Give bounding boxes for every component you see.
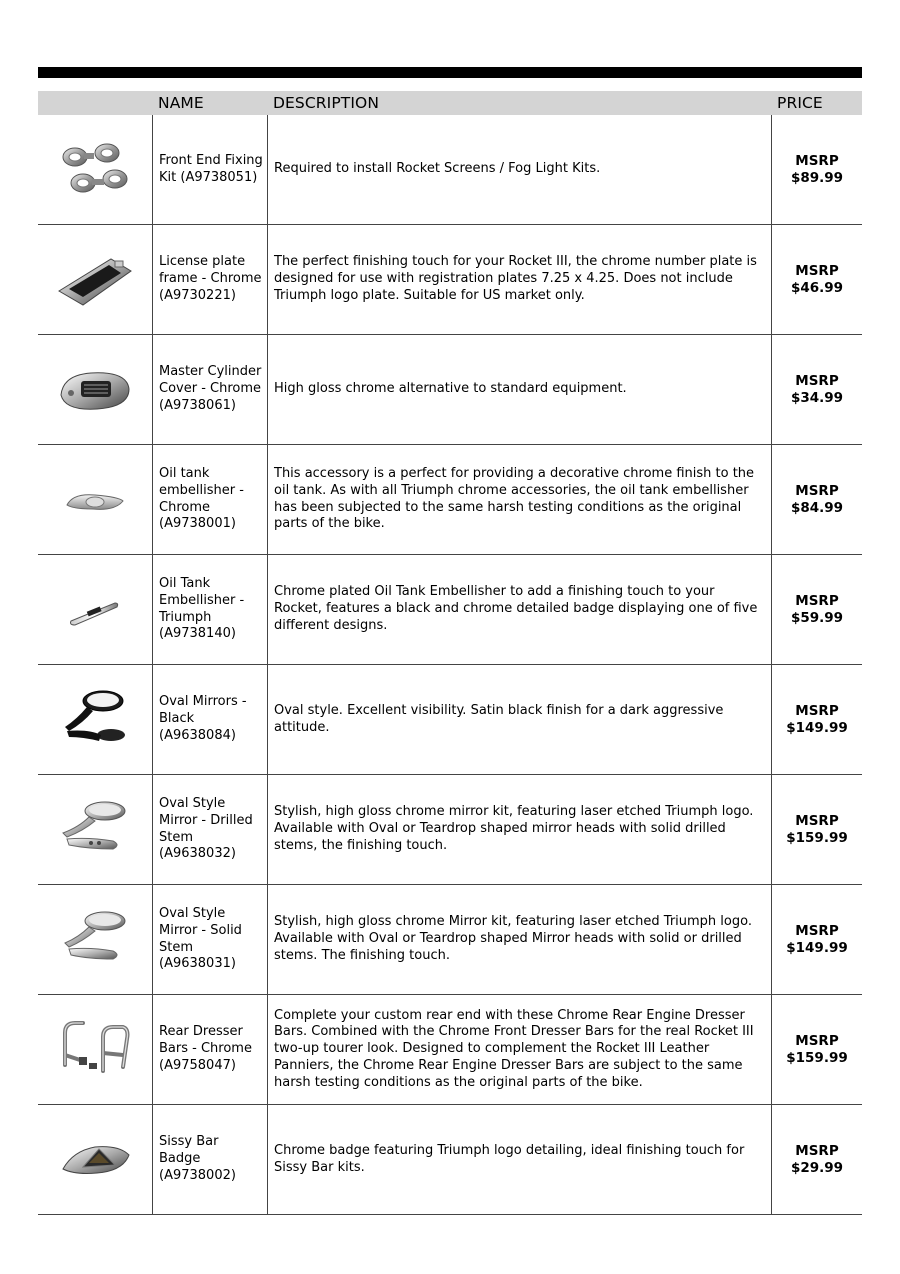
product-image-cell bbox=[38, 225, 152, 334]
product-name: Oval Style Mirror - Solid Stem (A9638031) bbox=[152, 885, 267, 994]
product-description: Required to install Rocket Screens / Fog Light Kits. bbox=[267, 115, 771, 224]
product-price bbox=[771, 225, 862, 334]
price-value: $89.99 bbox=[790, 169, 844, 186]
table-row bbox=[38, 445, 862, 555]
table-row bbox=[38, 885, 862, 995]
product-price bbox=[771, 775, 862, 884]
product-description: The perfect finishing touch for your Rocket III, the chrome number plate is designed for use with registration plates 7.25 x 4.25. Does not include Triumph logo plate. Suitable for US market only. bbox=[267, 225, 771, 334]
product-table bbox=[38, 115, 862, 1215]
product-image-cell bbox=[38, 1105, 152, 1214]
header-price: PRICE bbox=[777, 94, 823, 112]
product-price bbox=[771, 555, 862, 664]
header-name: NAME bbox=[158, 94, 204, 112]
table-row bbox=[38, 995, 862, 1105]
product-description: This accessory is a perfect for providing a decorative chrome finish to the oil tank. As with all Triumph chrome accessories, the oil tank embellisher has been subjected to the same harsh testing conditions as the original parts of the bike. bbox=[267, 445, 771, 554]
product-image-cell bbox=[38, 555, 152, 664]
table-row bbox=[38, 775, 862, 885]
oil-tank-embellisher-icon bbox=[53, 465, 137, 535]
product-image-cell bbox=[38, 115, 152, 224]
table-row bbox=[38, 335, 862, 445]
msrp-label: MSRP bbox=[795, 152, 839, 169]
msrp-label: MSRP bbox=[795, 702, 839, 719]
price-value: $159.99 bbox=[786, 1049, 848, 1066]
price-value: $29.99 bbox=[790, 1159, 844, 1176]
oval-mirrors-black-icon bbox=[53, 685, 137, 755]
table-row bbox=[38, 665, 862, 775]
product-name: Master Cylinder Cover - Chrome (A9738061) bbox=[152, 335, 267, 444]
product-description: Oval style. Excellent visibility. Satin black finish for a dark aggressive attitude. bbox=[267, 665, 771, 774]
table-row bbox=[38, 225, 862, 335]
master-cylinder-cover-icon bbox=[53, 355, 137, 425]
product-price bbox=[771, 995, 862, 1104]
msrp-label: MSRP bbox=[795, 262, 839, 279]
msrp-label: MSRP bbox=[795, 922, 839, 939]
product-name: Oil Tank Embellisher - Triumph (A9738140) bbox=[152, 555, 267, 664]
fixing-kit-clamps-icon bbox=[53, 135, 137, 205]
product-name: License plate frame - Chrome (A9730221) bbox=[152, 225, 267, 334]
price-value: $159.99 bbox=[786, 829, 848, 846]
price-value: $149.99 bbox=[786, 939, 848, 956]
price-value: $34.99 bbox=[790, 389, 844, 406]
product-image-cell bbox=[38, 335, 152, 444]
product-name: Oil tank embellisher - Chrome (A9738001) bbox=[152, 445, 267, 554]
price-value: $84.99 bbox=[790, 499, 844, 516]
msrp-label: MSRP bbox=[795, 592, 839, 609]
product-name: Rear Dresser Bars - Chrome (A9758047) bbox=[152, 995, 267, 1104]
oval-mirror-solid-icon bbox=[53, 905, 137, 975]
product-description: Chrome badge featuring Triumph logo detailing, ideal finishing touch for Sissy Bar kits. bbox=[267, 1105, 771, 1214]
table-row bbox=[38, 1105, 862, 1215]
oval-mirror-drilled-icon bbox=[53, 795, 137, 865]
oil-tank-embellisher-triumph-icon bbox=[53, 575, 137, 645]
table-row bbox=[38, 115, 862, 225]
msrp-label: MSRP bbox=[795, 812, 839, 829]
price-value: $46.99 bbox=[790, 279, 844, 296]
product-image-cell bbox=[38, 665, 152, 774]
product-description: Stylish, high gloss chrome mirror kit, featuring laser etched Triumph logo. Available with Oval or Teardrop shaped mirror heads with solid drilled stems, the finishing touch. bbox=[267, 775, 771, 884]
rear-dresser-bars-icon bbox=[53, 1015, 137, 1085]
product-image-cell bbox=[38, 885, 152, 994]
price-value: $59.99 bbox=[790, 609, 844, 626]
product-name: Front End Fixing Kit (A9738051) bbox=[152, 115, 267, 224]
price-value: $149.99 bbox=[786, 719, 848, 736]
msrp-label: MSRP bbox=[795, 1142, 839, 1159]
product-description: Chrome plated Oil Tank Embellisher to add a finishing touch to your Rocket, features a black and chrome detailed badge displaying one of five different designs. bbox=[267, 555, 771, 664]
product-image-cell bbox=[38, 995, 152, 1104]
product-image-cell bbox=[38, 445, 152, 554]
msrp-label: MSRP bbox=[795, 1032, 839, 1049]
product-price bbox=[771, 665, 862, 774]
sissy-bar-badge-icon bbox=[53, 1125, 137, 1195]
msrp-label: MSRP bbox=[795, 482, 839, 499]
msrp-label: MSRP bbox=[795, 372, 839, 389]
product-price bbox=[771, 335, 862, 444]
product-name: Oval Style Mirror - Drilled Stem (A9638032) bbox=[152, 775, 267, 884]
product-description: Complete your custom rear end with these Chrome Rear Engine Dresser Bars. Combined with the Chrome Front Dresser Bars for the real Rocket III two-up tourer look. Designed to complement the Rocket III Leather Panniers, the Chrome Rear Engine Dresser Bars are subject to the same harsh testing conditions as the original parts of the bike. bbox=[267, 995, 771, 1104]
license-plate-frame-icon bbox=[53, 245, 137, 315]
product-price bbox=[771, 1105, 862, 1214]
top-rule bbox=[38, 67, 862, 78]
product-price bbox=[771, 885, 862, 994]
product-description: Stylish, high gloss chrome Mirror kit, featuring laser etched Triumph logo. Available with Oval or Teardrop shaped Mirror heads with solid or drilled stems. The finishing touch. bbox=[267, 885, 771, 994]
table-header bbox=[38, 91, 862, 115]
product-price bbox=[771, 115, 862, 224]
product-price bbox=[771, 445, 862, 554]
product-image-cell bbox=[38, 775, 152, 884]
header-description: DESCRIPTION bbox=[273, 94, 380, 112]
product-description: High gloss chrome alternative to standard equipment. bbox=[267, 335, 771, 444]
product-name: Sissy Bar Badge (A9738002) bbox=[152, 1105, 267, 1214]
table-row bbox=[38, 555, 862, 665]
product-name: Oval Mirrors - Black (A9638084) bbox=[152, 665, 267, 774]
